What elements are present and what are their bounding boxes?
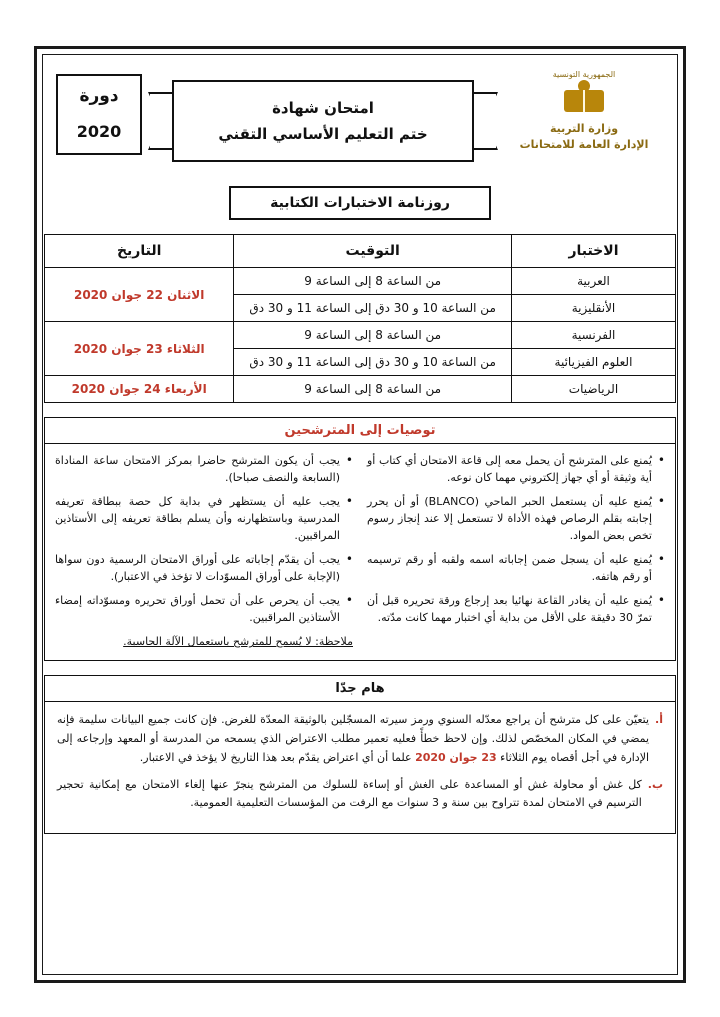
cell-exam: الفرنسية xyxy=(511,322,675,349)
ministry-label: وزارة التربية xyxy=(549,122,619,135)
recommendations-section xyxy=(44,417,676,661)
cell-time: من الساعة 10 و 30 دق إلى الساعة 11 و 30 دق xyxy=(234,349,512,376)
list-item: • يُمنع عليه أن يسجل ضمن إجاباته اسمه ولقبه أو رقم ترسيمه أو رقم هاتفه. xyxy=(367,551,665,585)
important-text-highlight: 23 جوان 2020 xyxy=(415,750,497,764)
recommendations-right-column xyxy=(55,452,353,650)
ministry-logo-block xyxy=(504,68,664,151)
list-item: • يُمنع عليه أن يستعمل الحبر الماحي (BLANCO) أو أن يحرر إجابته بقلم الرصاص فهذه الأداة لا تستعمل إلا عند إنجاز رسوم تخص بعض المواد. xyxy=(367,493,665,544)
recommendations-heading: توصيات إلى المترشحين xyxy=(45,418,675,444)
important-item-text xyxy=(57,711,649,767)
list-item: • يُمنع عليه أن يغادر القاعة نهائيا بعد إرجاع ورقة تحريره قبل أن تمرّ 30 دقيقة على الأقل من بداية أي اختبار مهما كانت مدّته. xyxy=(367,592,665,626)
obligations-list xyxy=(55,452,353,626)
cell-time: من الساعة 8 إلى الساعة 9 xyxy=(234,268,512,295)
important-item-text xyxy=(57,776,642,813)
important-section xyxy=(44,675,676,833)
cell-time: من الساعة 10 و 30 دق إلى الساعة 11 و 30 دق xyxy=(234,295,512,322)
important-text-after: علما أن أي اعتراض يقدّم بعد هذا التاريخ لا يؤخذ في الاعتبار. xyxy=(139,750,416,764)
list-item: • يجب أن يحرص على أن تحمل أوراق تحريره ومسوّداته إمضاء الأستاذين المراقبين. xyxy=(55,592,353,626)
important-item-label: ب. xyxy=(647,777,663,791)
document-content xyxy=(44,60,676,834)
table-row xyxy=(45,268,676,295)
exam-title-line2: ختم التعليم الأساسي التقني xyxy=(218,125,428,143)
page-title: روزنامة الاختبارات الكتابية xyxy=(229,186,491,220)
important-body xyxy=(45,702,675,832)
column-header-date: التاريخ xyxy=(45,235,234,268)
list-item: • يجب أن يكون المترشح حاضرا بمركز الامتحان ساعة المناداة (السابعة والنصف صباحا). xyxy=(55,452,353,486)
session-box xyxy=(56,74,142,155)
important-item xyxy=(57,776,663,813)
important-item xyxy=(57,711,663,767)
session-label: دورة xyxy=(79,86,119,106)
exam-title-line1: امتحان شهادة xyxy=(272,99,374,117)
table-head xyxy=(45,235,676,268)
tunisia-education-crest-icon xyxy=(561,80,607,120)
cell-date: الثلاثاء 23 جوان 2020 xyxy=(45,322,234,376)
cell-exam: الأنقليزية xyxy=(511,295,675,322)
recommendations-body xyxy=(45,444,675,660)
calculator-note: ملاحظة: لا يُسمح للمترشح باستعمال الآلة الحاسبة. xyxy=(123,635,353,649)
exam-schedule-table xyxy=(44,234,676,403)
recommendations-left-column xyxy=(367,452,665,650)
list-item: • يجب عليه أن يستظهر في بداية كل حصة ببطاقة تعريفه المدرسية وباستظهارنه وأن يسلم بطاقة تعريفه إلى الأستاذين المراقبين. xyxy=(55,493,353,544)
important-text-before: كل غش أو محاولة غش أو المساعدة على الغش أو إساءة للسلوك من المترشح ينجرّ عنها إلغاء الامتحان مع إمكانية تحجير الترسيم في الامتحان لمدة تتراوح بين سنة و 3 سنوات مع الرفت من المؤسسات التعليمية العمومية. xyxy=(57,777,642,810)
cell-date: الاثنان 22 جوان 2020 xyxy=(45,268,234,322)
cell-exam: الرياضيات xyxy=(511,376,675,403)
table-row xyxy=(45,376,676,403)
directorate-label: الإدارة العامة للامتحانات xyxy=(519,138,649,151)
important-heading: هام جدّا xyxy=(45,676,675,702)
list-item: • يُمنع على المترشح أن يحمل معه إلى قاعة الامتحان أي كتاب أو أية وثيقة أو أي جهاز إلكتروني مهما كان نوعه. xyxy=(367,452,665,486)
table-row xyxy=(45,322,676,349)
column-header-exam: الاختبار xyxy=(511,235,675,268)
session-year: 2020 xyxy=(76,122,122,141)
column-header-time: التوقيت xyxy=(234,235,512,268)
table-header-row xyxy=(45,235,676,268)
list-item: • يجب أن يقدّم إجاباته على أوراق الامتحان الرسمية دون سواها (الإجابة على أوراق المسوّدات لا تؤخذ في الاعتبار). xyxy=(55,551,353,585)
prohibitions-list xyxy=(367,452,665,626)
cell-date: الأربعاء 24 جوان 2020 xyxy=(45,376,234,403)
cell-time: من الساعة 8 إلى الساعة 9 xyxy=(234,376,512,403)
cell-exam: العلوم الفيزيائية xyxy=(511,349,675,376)
table-body xyxy=(45,268,676,403)
cell-exam: العربية xyxy=(511,268,675,295)
exam-title-banner xyxy=(148,72,498,172)
important-item-label: أ. xyxy=(655,713,663,727)
important-text-before: يتعيّن على كل مترشح أن يراجع معدّله السنوي ورمز سيرته المسجّلين بالوثيقة المعدّة للغرض. فإن كانت جميع البيانات سليمة فإنه يمضي في المكان المخصّص لذلك. وإن لاحظ خطأً فعليه تعمير مطلب الاعتراض الذي يسمحه من المدرسة أو المعهد وإرجاعه إلى الإدارة في أجل أقصاه يوم الثلاثاء xyxy=(57,713,650,764)
republic-label: الجمهورية التونسية xyxy=(552,70,616,79)
cell-time: من الساعة 8 إلى الساعة 9 xyxy=(234,322,512,349)
document-header xyxy=(44,60,676,180)
ribbon-body xyxy=(172,80,474,162)
